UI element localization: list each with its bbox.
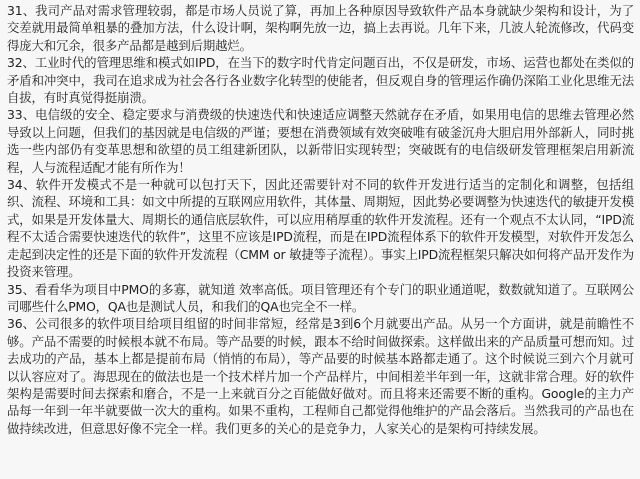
comment-paragraph-36: 36、公司很多的软件项目给项目组留的时间非常短，经常是3到6个月就要出产品。从另一个方面讲，就是前瞻性不够。产品不需要的时候根本就不布局。等产品要的时候，跟本不给时间做探索。这样做出来的产品质量可想而知。过去成功的产品，基本上都是提前布局（悄悄的布局），等产品要的时候基本路都走通了。这个时候说三到六个月就可以认容应对了。海思现在的做法也是一个技术样片加一个产品样片，中间相差半年到一年，这就非常合理。好的软件架构是需要时间去探索和磨合，不是一上来就百分之百能做好做对。而且将来还需要不断的重构。Google的主力产品每一年到一年半就要做一次大的重构。如果不重构，工程师自己都觉得他维护的产品会落后。当然我司的产品也在做持续改进，但意思好像不完全一样。我们更多的关心的是竞争力，人家关心的是架构可持续发展。 [7, 316, 634, 436]
comment-paragraph-33: 33、电信级的安全、稳定要求与消费级的快速迭代和快速适应调整天然就存在矛盾，如果用电信的思维去管理必然导致以上问题，但我们的基因就是电信级的严谨；要想在消费领域有效突破唯有破釜沉舟大胆启用外部新人，同时挑选一些内部仍有变革思想和欲望的员工组建新团队，以新带旧实现转型；突破既有的电信级研发管理框架启用新流程，人与流程适配才能有所作为！ [7, 107, 634, 175]
comment-paragraph-34: 34、软件开发模式不是一种就可以包打天下，因此还需要针对不同的软件开发进行适当的定制化和调整，包括组织、流程、环境和工具：如文中所提的互联网应用软件，其体量、周期短，因此势必要调整为快速迭代的敏捷开发模式，如果是开发体量大、周期长的通信底层软件，可以应用稍厚重的软件开发流程。还有一个观点不太认同，“IPD流程不太适合需要快速迭代的软件”，这里不应该是IPD流程，而是在IPD流程体系下的软件开发模型，对软件开发怎么走起到决定性的还是下面的软件开发流程（CMM or 敏捷等子流程）。事实上IPD流程框架只解决如何将产品开发作为投资来管理。 [7, 177, 634, 280]
comment-paragraph-32: 32、工业时代的管理思维和模式如IPD，在当下的数字时代肯定问题百出，不仅是研发，市场、运营也都处在类似的矛盾和冲突中，我司在追求成为社会各行各业数字化转型的使能者，但反观自身的管理运作确仍深陷工业化思维无法自拔，有时真觉得挺崩溃。 [7, 55, 634, 106]
comment-paragraph-35: 35、看看华为项目中PMO的多寡，就知道 效率高低。项目管理还有个专门的职业通道呢，数数就知道了。互联网公司哪些什么PMO，QA也是测试人员，和我们的QA也完全不一样。 [7, 281, 634, 314]
comment-paragraph-31: 31、我司产品对需求管理较弱，都是市场人员说了算，再加上各种原因导致软件产品本身就缺少架构和设计，为了交差就用最简单粗暴的叠加方法，什么设计啊，架构啊先放一边，搞上去再说。几年下来，几波人轮流修改，代码变得庞大和冗余，很多产品都是越到后期越烂。 [7, 3, 634, 53]
